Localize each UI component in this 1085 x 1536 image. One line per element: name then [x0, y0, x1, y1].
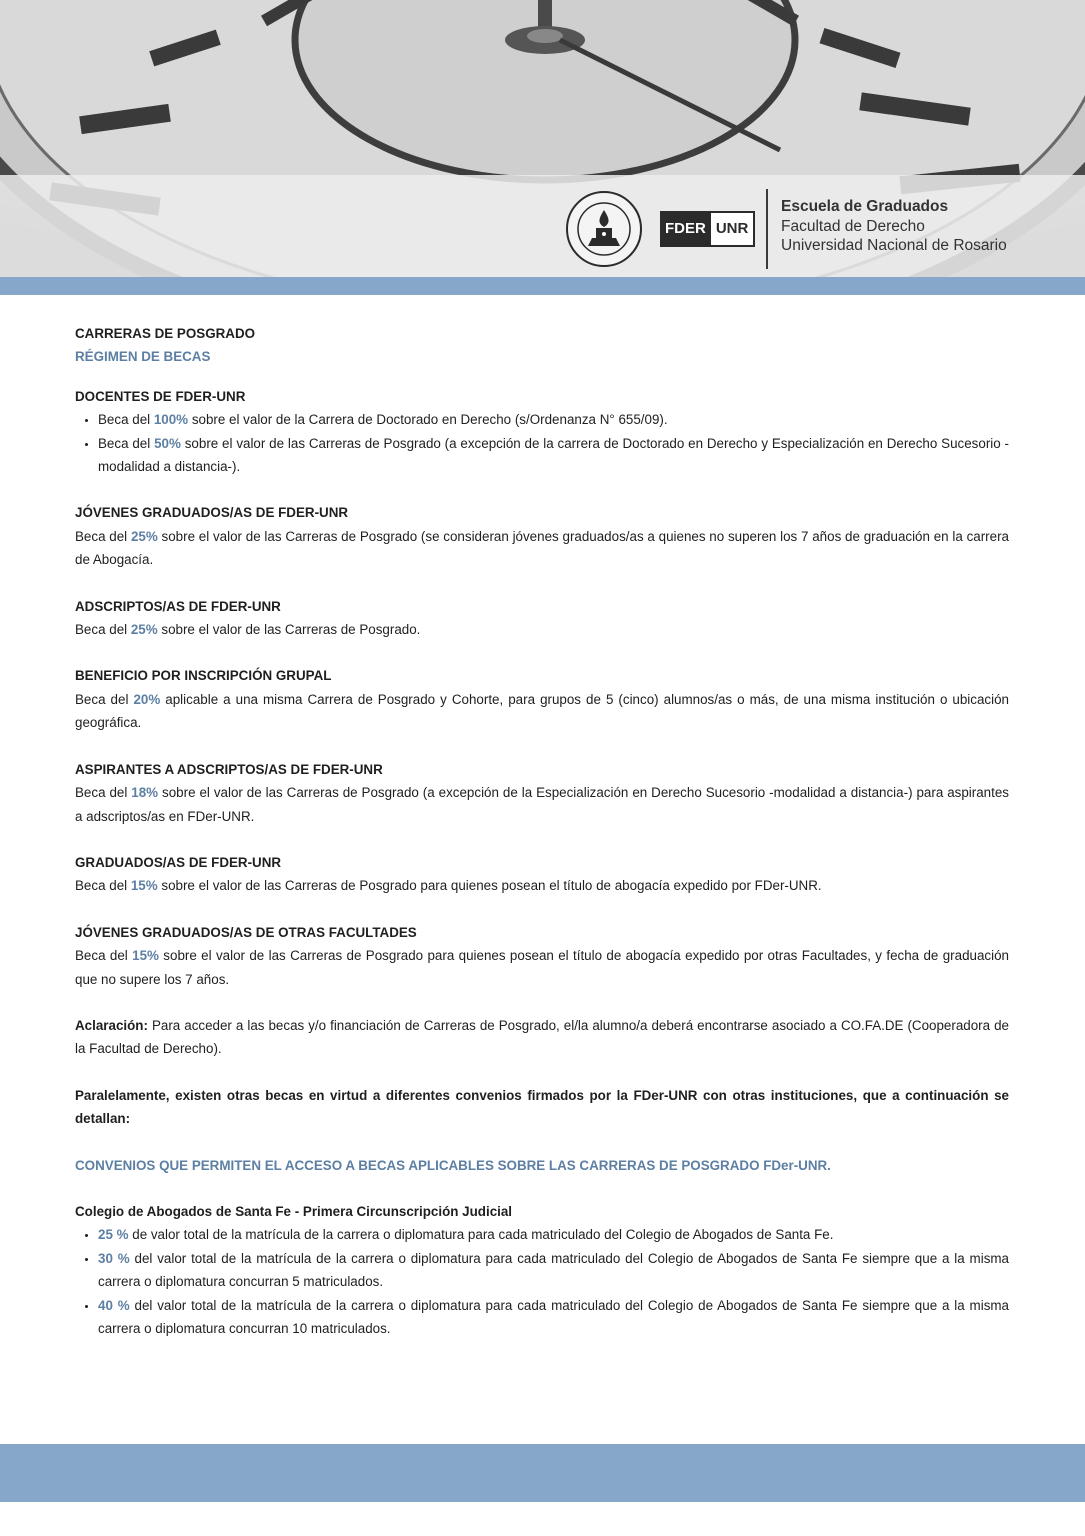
logo-fder: FDER [660, 211, 711, 247]
page-title: CARRERAS DE POSGRADO [75, 326, 256, 341]
institution-line-2: Facultad de Derecho [781, 217, 925, 235]
document-body [75, 322, 1009, 1340]
institution-line-3: Universidad Nacional de Rosario [781, 237, 1007, 254]
aclaracion-note: Aclaración: Para acceder a las becas y/o financiación de Carreras de Posgrado, el/la alumno/a deberá encontrarse asociado a CO.FA.DE (Cooperadora de la Facultad de Derecho). [75, 1017, 1009, 1057]
list-item: • 40 % del valor total de la matrícula de la carrera o diplomatura para cada matriculado del Colegio de Abogados de Santa Fe siempre que a la misma carrera o diplomatura concurran 10 matriculados. [98, 1294, 1009, 1341]
header-banner [0, 0, 1085, 277]
section-text-aspirantes: Beca del 18% sobre el valor de las Carreras de Posgrado (a excepción de la Especialización en Derecho Sucesorio -modalidad a distancia-) para aspirantes a adscriptos/as en FDer-UNR. [75, 785, 1009, 824]
docentes-list [75, 408, 1009, 478]
section-heading-otras: JÓVENES GRADUADOS/AS DE OTRAS FACULTADES [75, 924, 417, 940]
list-item: • 25 % de valor total de la matrícula de la carrera o diplomatura para cada matriculado del Colegio de Abogados de Santa Fe. [98, 1223, 1009, 1246]
section-heading-colegio: Colegio de Abogados de Santa Fe - Primera Circunscripción Judicial [75, 1203, 513, 1219]
paralelamente-paragraph: Paralelamente, existen otras becas en virtud a diferentes convenios firmados por la FDer-UNR con otras instituciones, que a continuación se detallan: [75, 1087, 1009, 1127]
section-text-adscriptos: Beca del 25% sobre el valor de las Carreras de Posgrado. [75, 622, 421, 638]
section-text-otras: Beca del 15% sobre el valor de las Carreras de Posgrado para quienes posean el título de abogacía expedido por otras Facultades, y fecha de graduación que no supere los 7 años. [75, 948, 1009, 987]
fder-unr-logo [660, 211, 755, 247]
institution-line-1: Escuela de Graduados [781, 198, 949, 215]
page-subtitle: RÉGIMEN DE BECAS [75, 349, 211, 365]
section-text-graduados: Beca del 15% sobre el valor de las Carreras de Posgrado para quienes posean el título de abogacía expedido por FDer-UNR. [75, 878, 822, 894]
convenios-title: CONVENIOS QUE PERMITEN EL ACCESO A BECAS APLICABLES SOBRE LAS CARRERAS DE POSGRADO FDer-UNR. [75, 1157, 831, 1173]
section-heading-docentes: DOCENTES DE FDER-UNR [75, 388, 246, 404]
logo-unr: UNR [711, 211, 756, 247]
logo-divider [766, 189, 768, 269]
header-blue-bar [0, 277, 1085, 295]
list-item: • 30 % del valor total de la matrícula de la carrera o diplomatura para cada matriculado del Colegio de Abogados de Santa Fe siempre que a la misma carrera o diplomatura concurran 5 matriculados. [98, 1247, 1009, 1294]
section-heading-graduados: GRADUADOS/AS DE FDER-UNR [75, 854, 282, 870]
section-text-jovenes: Beca del 25% sobre el valor de las Carreras de Posgrado (se consideran jóvenes graduados/as a quienes no superen los 7 años de graduación en la carrera de Abogacía. [75, 528, 1009, 568]
colegio-list [75, 1223, 1009, 1340]
section-heading-aspirantes: ASPIRANTES A ADSCRIPTOS/AS DE FDER-UNR [75, 761, 383, 777]
section-text-grupal: Beca del 20% aplicable a una misma Carrera de Posgrado y Cohorte, para grupos de 5 (cinco) alumnos/as o más, de una misma institución o ubicación geográfica. [75, 691, 1009, 731]
section-heading-adscriptos: ADSCRIPTOS/AS DE FDER-UNR [75, 598, 281, 614]
list-item: • Beca del 50% sobre el valor de las Carreras de Posgrado (a excepción de la carrera de Doctorado en Derecho y Especialización en Derecho Sucesorio -modalidad a distancia-). [98, 432, 1009, 479]
list-item: • Beca del 100% sobre el valor de la Carrera de Doctorado en Derecho (s/Ordenanza N° 655/09). [98, 408, 1009, 431]
institution-name [781, 197, 1007, 256]
section-heading-grupal: BENEFICIO POR INSCRIPCIÓN GRUPAL [75, 668, 332, 684]
section-heading-jovenes: JÓVENES GRADUADOS/AS DE FDER-UNR [75, 505, 349, 521]
footer-blue-bar [0, 1444, 1085, 1502]
university-seal-icon [565, 190, 643, 268]
